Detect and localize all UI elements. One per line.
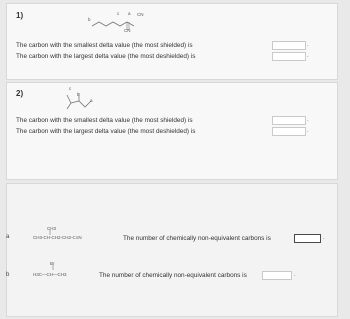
row-label-a: a bbox=[6, 234, 10, 240]
dot-marker: . bbox=[307, 53, 309, 59]
largest-delta-text: The carbon with the largest delta value (the most deshielded) is bbox=[16, 53, 196, 60]
dot-marker: . bbox=[294, 272, 296, 278]
formula-b-branch: Br bbox=[50, 261, 55, 266]
nonequivalent-b-answer[interactable] bbox=[262, 271, 292, 280]
atom-label-a: a bbox=[90, 98, 93, 103]
dot-marker: . bbox=[307, 117, 309, 123]
atom-label-c: c bbox=[69, 86, 72, 91]
atom-label-cn-bottom: CN bbox=[124, 28, 131, 33]
smallest-delta-answer[interactable] bbox=[272, 116, 306, 125]
largest-delta-answer[interactable] bbox=[272, 52, 306, 61]
largest-delta-answer[interactable] bbox=[272, 127, 306, 136]
nonequivalent-a-text: The number of chemically non-equivalent carbons is bbox=[123, 235, 271, 242]
molecule-2-structure bbox=[61, 85, 101, 115]
smallest-delta-answer[interactable] bbox=[272, 41, 306, 50]
atom-label-c: c bbox=[117, 11, 120, 16]
question-3-card bbox=[6, 183, 338, 317]
dot-marker: . bbox=[323, 235, 325, 241]
question-2-card bbox=[6, 82, 338, 180]
smallest-delta-text: The carbon with the smallest delta value (the most shielded) is bbox=[16, 117, 193, 124]
formula-b-main: H3C—CH—CH3 bbox=[33, 272, 67, 277]
question-number: 1) bbox=[16, 11, 24, 20]
smallest-delta-text: The carbon with the smallest delta value (the most shielded) is bbox=[16, 42, 193, 49]
formula-b-branch-bond bbox=[52, 265, 56, 271]
nonequivalent-b-text: The number of chemically non-equivalent carbons is bbox=[99, 272, 247, 279]
question-number: 2) bbox=[16, 89, 24, 98]
row-label-b: b bbox=[6, 272, 10, 278]
atom-label-b: b bbox=[88, 17, 91, 22]
nonequivalent-a-answer[interactable] bbox=[294, 234, 321, 243]
dot-marker: . bbox=[307, 128, 309, 134]
largest-delta-text: The carbon with the largest delta value (the most deshielded) is bbox=[16, 128, 196, 135]
dot-marker: . bbox=[307, 42, 309, 48]
atom-label-b: b bbox=[77, 92, 80, 97]
atom-label-cn-top: CN bbox=[137, 12, 144, 17]
formula-a-branch: CH3 bbox=[47, 226, 57, 231]
formula-a-main: CH3-CH-CH2-CH2-C≡N bbox=[33, 235, 82, 240]
question-1-card bbox=[6, 3, 338, 80]
atom-label-a: a bbox=[128, 11, 131, 16]
molecule-1-structure bbox=[82, 8, 162, 38]
